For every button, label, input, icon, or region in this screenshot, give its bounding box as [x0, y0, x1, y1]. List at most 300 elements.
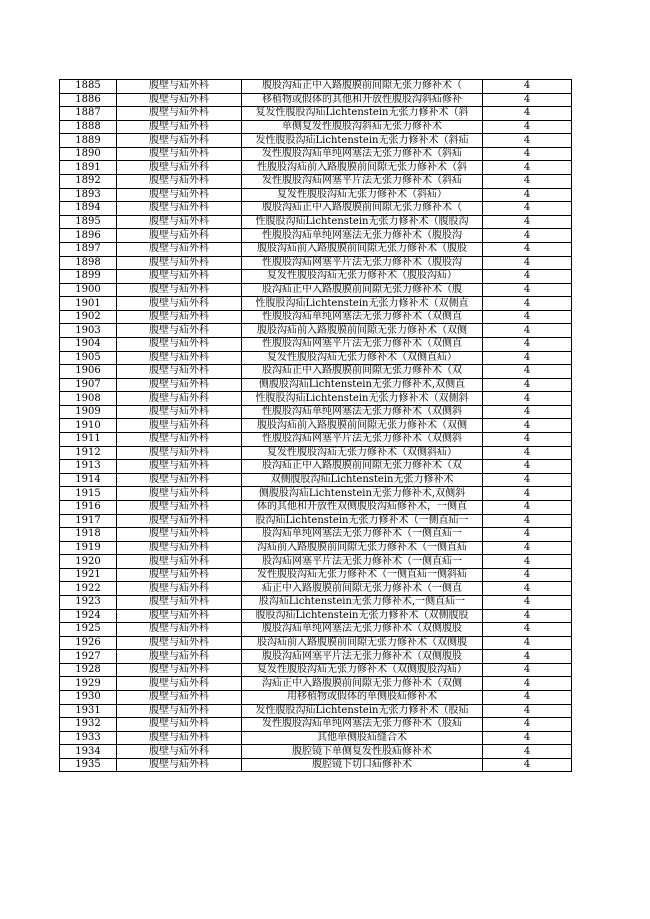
value-cell[interactable]: 4 — [483, 175, 572, 189]
procedure-name-cell[interactable] — [242, 256, 483, 270]
value-cell[interactable]: 4 — [483, 378, 572, 392]
value-cell[interactable]: 4 — [483, 433, 572, 447]
table-row[interactable] — [60, 745, 572, 759]
table-row[interactable] — [60, 500, 572, 514]
table-body — [60, 80, 572, 772]
value-cell[interactable]: 4 — [483, 337, 572, 351]
department-cell[interactable]: 腹壁与疝外科 — [117, 93, 242, 107]
value-cell[interactable]: 4 — [483, 365, 572, 379]
table-row[interactable] — [60, 337, 572, 351]
table-row[interactable] — [60, 120, 572, 134]
procedure-name-cell[interactable] — [242, 691, 483, 705]
table-row[interactable] — [60, 147, 572, 161]
value-cell[interactable]: 4 — [483, 256, 572, 270]
department-cell[interactable]: 腹壁与疝外科 — [117, 270, 242, 284]
row-id-cell[interactable]: 1886 — [60, 93, 117, 107]
procedure-name-cell[interactable] — [242, 188, 483, 202]
procedure-name-cell[interactable] — [242, 609, 483, 623]
value-cell[interactable]: 4 — [483, 595, 572, 609]
table-row[interactable] — [60, 718, 572, 732]
value-cell[interactable]: 4 — [483, 568, 572, 582]
table-row[interactable] — [60, 568, 572, 582]
table-row[interactable] — [60, 419, 572, 433]
department-cell[interactable]: 腹壁与疝外科 — [117, 663, 242, 677]
procedure-name-text: 发性腹股沟疝Lichtenstein无张力修补术（股疝 — [255, 704, 469, 716]
procedure-name-cell[interactable] — [242, 623, 483, 637]
value-cell[interactable]: 4 — [483, 242, 572, 256]
procedure-name-text: 发性腹股沟疝单纯网塞法无张力修补术（斜疝 — [262, 148, 462, 160]
value-cell[interactable]: 4 — [483, 351, 572, 365]
table-row[interactable] — [60, 446, 572, 460]
procedure-name-text: 腹腔镜下切口疝修补术 — [312, 759, 412, 771]
row-id-cell[interactable]: 1921 — [60, 568, 117, 582]
table-row[interactable] — [60, 663, 572, 677]
value-cell[interactable]: 4 — [483, 324, 572, 338]
procedure-name-cell[interactable] — [242, 568, 483, 582]
procedure-name-text: 股沟疝前入路腹膜前间隙无张力修补术（双侧腹 — [257, 636, 467, 648]
department-cell[interactable]: 腹壁与疝外科 — [117, 731, 242, 745]
procedure-name-cell[interactable] — [242, 582, 483, 596]
procedure-table — [59, 79, 572, 772]
row-id-cell[interactable]: 1905 — [60, 351, 117, 365]
table-row[interactable] — [60, 595, 572, 609]
row-id-cell[interactable]: 1919 — [60, 541, 117, 555]
table-row[interactable] — [60, 175, 572, 189]
department-cell[interactable]: 腹壁与疝外科 — [117, 107, 242, 121]
row-id-cell[interactable]: 1912 — [60, 446, 117, 460]
department-cell[interactable]: 腹壁与疝外科 — [117, 541, 242, 555]
procedure-name-text: 复发性腹股沟疝无张力修补术（双侧腹股沟疝） — [257, 664, 467, 676]
department-cell[interactable]: 腹壁与疝外科 — [117, 324, 242, 338]
table-row[interactable] — [60, 528, 572, 542]
value-cell[interactable]: 4 — [483, 229, 572, 243]
procedure-name-cell[interactable] — [242, 147, 483, 161]
table-row[interactable] — [60, 256, 572, 270]
row-id-cell[interactable]: 1920 — [60, 555, 117, 569]
department-cell[interactable]: 腹壁与疝外科 — [117, 691, 242, 705]
procedure-name-cell[interactable] — [242, 745, 483, 759]
table-row[interactable] — [60, 161, 572, 175]
department-cell[interactable]: 腹壁与疝外科 — [117, 147, 242, 161]
department-cell[interactable]: 腹壁与疝外科 — [117, 460, 242, 474]
table-row[interactable] — [60, 229, 572, 243]
procedure-name-cell[interactable] — [242, 419, 483, 433]
row-id-cell[interactable]: 1888 — [60, 120, 117, 134]
value-cell[interactable]: 4 — [483, 555, 572, 569]
department-cell[interactable]: 腹壁与疝外科 — [117, 555, 242, 569]
table-row[interactable] — [60, 514, 572, 528]
procedure-name-cell[interactable] — [242, 161, 483, 175]
row-id-cell[interactable]: 1935 — [60, 758, 117, 772]
row-id-cell[interactable]: 1904 — [60, 337, 117, 351]
procedure-name-text: 发性腹股沟疝网塞平片法无张力修补术（斜疝 — [262, 175, 462, 187]
value-cell[interactable]: 4 — [483, 528, 572, 542]
row-id-cell[interactable]: 1892 — [60, 175, 117, 189]
procedure-name-cell[interactable] — [242, 433, 483, 447]
table-row[interactable] — [60, 582, 572, 596]
procedure-name-cell[interactable] — [242, 541, 483, 555]
procedure-name-text: 腹股沟疝前入路腹膜前间隙无张力修补术（双侧 — [257, 419, 467, 431]
procedure-name-text: 侧腹股沟疝Lichtenstein无张力修补术,双侧直 — [258, 379, 466, 390]
table-row[interactable] — [60, 242, 572, 256]
procedure-name-cell[interactable] — [242, 107, 483, 121]
value-cell[interactable]: 4 — [483, 677, 572, 691]
value-cell[interactable]: 4 — [483, 215, 572, 229]
table-row[interactable] — [60, 202, 572, 216]
department-cell[interactable]: 腹壁与疝外科 — [117, 758, 242, 772]
department-cell[interactable]: 腹壁与疝外科 — [117, 582, 242, 596]
department-cell[interactable]: 腹壁与疝外科 — [117, 120, 242, 134]
row-id-cell[interactable]: 1918 — [60, 528, 117, 542]
procedure-name-cell[interactable] — [242, 677, 483, 691]
value-cell[interactable]: 4 — [483, 636, 572, 650]
department-cell[interactable]: 腹壁与疝外科 — [117, 161, 242, 175]
value-cell[interactable]: 4 — [483, 609, 572, 623]
value-cell[interactable]: 4 — [483, 731, 572, 745]
procedure-name-cell[interactable] — [242, 324, 483, 338]
row-id-cell[interactable]: 1931 — [60, 704, 117, 718]
procedure-name-text: 发性腹股沟疝单纯网塞法无张力修补术（股疝 — [262, 718, 462, 730]
row-id-cell[interactable]: 1932 — [60, 718, 117, 732]
row-id-cell[interactable]: 1917 — [60, 514, 117, 528]
procedure-name-cell[interactable] — [242, 229, 483, 243]
procedure-name-cell[interactable] — [242, 351, 483, 365]
department-cell[interactable]: 腹壁与疝外科 — [117, 487, 242, 501]
procedure-name-text: 性腹股沟疝网塞平片法无张力修补术（双侧直 — [262, 338, 462, 350]
procedure-name-cell[interactable] — [242, 365, 483, 379]
value-cell[interactable]: 4 — [483, 541, 572, 555]
table-row[interactable] — [60, 555, 572, 569]
value-cell[interactable]: 4 — [483, 134, 572, 148]
procedure-name-cell[interactable] — [242, 405, 483, 419]
procedure-name-cell[interactable] — [242, 718, 483, 732]
row-id-cell[interactable]: 1924 — [60, 609, 117, 623]
department-cell[interactable]: 腹壁与疝外科 — [117, 337, 242, 351]
procedure-name-text: 复发性腹股沟疝无张力修补术（双侧斜疝） — [267, 446, 457, 458]
department-cell[interactable]: 腹壁与疝外科 — [117, 242, 242, 256]
row-id-cell[interactable]: 1928 — [60, 663, 117, 677]
value-cell[interactable]: 4 — [483, 93, 572, 107]
department-cell[interactable]: 腹壁与疝外科 — [117, 623, 242, 637]
value-cell[interactable]: 4 — [483, 161, 572, 175]
row-id-cell[interactable]: 1899 — [60, 270, 117, 284]
value-cell[interactable]: 4 — [483, 392, 572, 406]
procedure-name-cell[interactable] — [242, 242, 483, 256]
procedure-name-cell[interactable] — [242, 528, 483, 542]
department-cell[interactable]: 腹壁与疝外科 — [117, 229, 242, 243]
procedure-name-text: 发性腹股沟疝无张力修补术（一侧直疝一侧斜疝 — [257, 569, 467, 581]
row-id-cell[interactable]: 1887 — [60, 107, 117, 121]
row-id-cell[interactable]: 1891 — [60, 161, 117, 175]
procedure-name-text: 用移植物或假体的单侧股疝修补术 — [287, 691, 437, 703]
row-id-cell[interactable]: 1911 — [60, 433, 117, 447]
table-row[interactable] — [60, 351, 572, 365]
procedure-name-text: 性腹股沟疝网塞平片法无张力修补术（腹股沟 — [262, 256, 462, 268]
procedure-name-cell[interactable] — [242, 297, 483, 311]
department-cell[interactable]: 腹壁与疝外科 — [117, 528, 242, 542]
department-cell[interactable]: 腹壁与疝外科 — [117, 283, 242, 297]
value-cell[interactable]: 4 — [483, 446, 572, 460]
department-cell[interactable]: 腹壁与疝外科 — [117, 215, 242, 229]
procedure-name-cell[interactable] — [242, 270, 483, 284]
procedure-name-text: 腹股沟疝前入路腹膜前间隙无张力修补术（腹股 — [257, 243, 467, 255]
department-cell[interactable]: 腹壁与疝外科 — [117, 677, 242, 691]
row-id-cell[interactable]: 1901 — [60, 297, 117, 311]
procedure-name-cell[interactable] — [242, 283, 483, 297]
row-id-cell[interactable]: 1906 — [60, 365, 117, 379]
department-cell[interactable]: 腹壁与疝外科 — [117, 175, 242, 189]
row-id-cell[interactable]: 1897 — [60, 242, 117, 256]
procedure-name-text: 性腹股沟疝单纯网塞法无张力修补术（双侧直 — [262, 311, 462, 323]
table-row[interactable] — [60, 433, 572, 447]
value-cell[interactable]: 4 — [483, 623, 572, 637]
procedure-name-cell[interactable] — [242, 460, 483, 474]
procedure-name-text: 体的其他和开放性双侧腹股沟疝修补术，一侧直 — [257, 501, 467, 513]
value-cell[interactable]: 4 — [483, 147, 572, 161]
procedure-name-cell[interactable] — [242, 595, 483, 609]
table-row[interactable] — [60, 487, 572, 501]
row-id-cell[interactable]: 1902 — [60, 310, 117, 324]
table-row[interactable] — [60, 405, 572, 419]
department-cell[interactable]: 腹壁与疝外科 — [117, 650, 242, 664]
value-cell[interactable]: 4 — [483, 704, 572, 718]
row-id-cell[interactable]: 1885 — [60, 80, 117, 94]
department-cell[interactable]: 腹壁与疝外科 — [117, 433, 242, 447]
procedure-name-cell[interactable] — [242, 215, 483, 229]
table-row[interactable] — [60, 324, 572, 338]
value-cell[interactable]: 4 — [483, 500, 572, 514]
row-id-cell[interactable]: 1909 — [60, 405, 117, 419]
table-row[interactable] — [60, 758, 572, 772]
department-cell[interactable]: 腹壁与疝外科 — [117, 365, 242, 379]
row-id-cell[interactable]: 1922 — [60, 582, 117, 596]
row-id-cell[interactable]: 1934 — [60, 745, 117, 759]
table-row[interactable] — [60, 107, 572, 121]
procedure-name-text: 腹腔镜下单侧复发性股疝修补术 — [292, 745, 432, 757]
procedure-name-cell[interactable] — [242, 120, 483, 134]
procedure-name-cell[interactable] — [242, 636, 483, 650]
table-row[interactable] — [60, 623, 572, 637]
department-cell[interactable]: 腹壁与疝外科 — [117, 134, 242, 148]
procedure-name-cell[interactable] — [242, 650, 483, 664]
table-row[interactable] — [60, 392, 572, 406]
procedure-name-text: 发性腹股沟疝Lichtenstein无张力修补术（斜疝 — [255, 134, 469, 146]
procedure-name-text: 其他单侧股疝缝合术 — [317, 732, 407, 744]
row-id-cell[interactable]: 1908 — [60, 392, 117, 406]
department-cell[interactable]: 腹壁与疝外科 — [117, 745, 242, 759]
procedure-name-text: 股沟疝单纯网塞法无张力修补术（一侧直疝一 — [262, 528, 462, 540]
procedure-name-cell[interactable] — [242, 337, 483, 351]
procedure-name-cell[interactable] — [242, 310, 483, 324]
procedure-name-cell[interactable] — [242, 555, 483, 569]
department-cell[interactable]: 腹壁与疝外科 — [117, 378, 242, 392]
value-cell[interactable]: 4 — [483, 691, 572, 705]
table-row[interactable] — [60, 704, 572, 718]
department-cell[interactable]: 腹壁与疝外科 — [117, 595, 242, 609]
table-row[interactable] — [60, 378, 572, 392]
procedure-name-text: 腹股沟疝网塞平片法无张力修补术（双侧腹股 — [262, 650, 462, 662]
table-row[interactable] — [60, 677, 572, 691]
procedure-name-cell[interactable] — [242, 473, 483, 487]
table-row[interactable] — [60, 283, 572, 297]
value-cell[interactable]: 4 — [483, 419, 572, 433]
row-id-cell[interactable]: 1930 — [60, 691, 117, 705]
department-cell[interactable]: 腹壁与疝外科 — [117, 446, 242, 460]
procedure-name-cell[interactable] — [242, 175, 483, 189]
department-cell[interactable]: 腹壁与疝外科 — [117, 609, 242, 623]
department-cell[interactable]: 腹壁与疝外科 — [117, 310, 242, 324]
row-id-cell[interactable]: 1923 — [60, 595, 117, 609]
table-row[interactable] — [60, 541, 572, 555]
value-cell[interactable]: 4 — [483, 297, 572, 311]
procedure-name-text: 股沟疝Lichtenstein无张力修补术（一侧直疝一 — [255, 514, 469, 526]
table-row[interactable] — [60, 93, 572, 107]
department-cell[interactable]: 腹壁与疝外科 — [117, 704, 242, 718]
procedure-name-cell[interactable] — [242, 731, 483, 745]
value-cell[interactable]: 4 — [483, 80, 572, 94]
procedure-name-text: 股沟疝正中入路腹膜前间隙无张力修补术（双 — [262, 365, 462, 377]
department-cell[interactable]: 腹壁与疝外科 — [117, 514, 242, 528]
procedure-name-text: 腹股沟疝前入路腹膜前间隙无张力修补术（双侧 — [257, 324, 467, 336]
department-cell[interactable]: 腹壁与疝外科 — [117, 392, 242, 406]
row-id-cell[interactable]: 1907 — [60, 378, 117, 392]
value-cell[interactable]: 4 — [483, 514, 572, 528]
row-id-cell[interactable]: 1915 — [60, 487, 117, 501]
department-cell[interactable]: 腹壁与疝外科 — [117, 419, 242, 433]
value-cell[interactable]: 4 — [483, 745, 572, 759]
department-cell[interactable]: 腹壁与疝外科 — [117, 636, 242, 650]
department-cell[interactable]: 腹壁与疝外科 — [117, 202, 242, 216]
value-cell[interactable]: 4 — [483, 650, 572, 664]
procedure-name-text: 复发性腹股沟疝Lichtenstein无张力修补术（斜 — [255, 107, 469, 119]
value-cell[interactable]: 4 — [483, 310, 572, 324]
department-cell[interactable]: 腹壁与疝外科 — [117, 256, 242, 270]
procedure-name-cell[interactable] — [242, 500, 483, 514]
procedure-name-text: 性腹股沟疝单纯网塞法无张力修补术（双侧斜 — [262, 406, 462, 418]
row-id-cell[interactable]: 1894 — [60, 202, 117, 216]
procedure-name-cell[interactable] — [242, 514, 483, 528]
row-id-cell[interactable]: 1933 — [60, 731, 117, 745]
procedure-name-text: 复发性腹股沟疝无张力修补术（双侧直疝） — [267, 351, 457, 363]
procedure-name-cell[interactable] — [242, 663, 483, 677]
table-row[interactable] — [60, 650, 572, 664]
procedure-name-cell[interactable] — [242, 378, 483, 392]
row-id-cell[interactable]: 1889 — [60, 134, 117, 148]
row-id-cell[interactable]: 1903 — [60, 324, 117, 338]
row-id-cell[interactable]: 1929 — [60, 677, 117, 691]
procedure-name-cell[interactable] — [242, 758, 483, 772]
value-cell[interactable]: 4 — [483, 473, 572, 487]
row-id-cell[interactable]: 1896 — [60, 229, 117, 243]
department-cell[interactable]: 腹壁与疝外科 — [117, 500, 242, 514]
department-cell[interactable]: 腹壁与疝外科 — [117, 188, 242, 202]
table-row[interactable] — [60, 297, 572, 311]
row-id-cell[interactable]: 1925 — [60, 623, 117, 637]
row-id-cell[interactable]: 1893 — [60, 188, 117, 202]
procedure-name-text: 股沟疝Lichtenstein无张力修补术,一侧直疝一 — [258, 596, 466, 608]
procedure-name-cell[interactable] — [242, 487, 483, 501]
procedure-name-text: 单侧复发性腹股沟斜疝无张力修补术 — [282, 121, 442, 133]
row-id-cell[interactable]: 1913 — [60, 460, 117, 474]
row-id-cell[interactable]: 1914 — [60, 473, 117, 487]
value-cell[interactable]: 4 — [483, 663, 572, 677]
department-cell[interactable]: 腹壁与疝外科 — [117, 568, 242, 582]
row-id-cell[interactable]: 1916 — [60, 500, 117, 514]
value-cell[interactable]: 4 — [483, 188, 572, 202]
row-id-cell[interactable]: 1910 — [60, 419, 117, 433]
table-row[interactable] — [60, 134, 572, 148]
procedure-name-text: 沟疝前入路腹膜前间隙无张力修补术（一侧直疝 — [257, 541, 467, 553]
procedure-name-text: 腹股沟疝单纯网塞法无张力修补术（双侧腹股 — [262, 623, 462, 635]
department-cell[interactable]: 腹壁与疝外科 — [117, 80, 242, 94]
value-cell[interactable]: 4 — [483, 120, 572, 134]
procedure-name-text: 性腹股沟疝Lichtenstein无张力修补术（双侧斜 — [255, 392, 469, 404]
table-row[interactable] — [60, 188, 572, 202]
row-id-cell[interactable]: 1927 — [60, 650, 117, 664]
table-row[interactable] — [60, 731, 572, 745]
row-id-cell[interactable]: 1926 — [60, 636, 117, 650]
value-cell[interactable]: 4 — [483, 758, 572, 772]
procedure-name-text: 移植物或假体的其他和开放性腹股沟斜疝修补 — [262, 93, 462, 105]
table-row[interactable] — [60, 310, 572, 324]
procedure-name-text: 性腹股沟疝网塞平片法无张力修补术（双侧斜 — [262, 433, 462, 445]
procedure-name-cell[interactable] — [242, 704, 483, 718]
department-cell[interactable]: 腹壁与疝外科 — [117, 718, 242, 732]
row-id-cell[interactable]: 1895 — [60, 215, 117, 229]
procedure-name-text: 复发性腹股沟疝无张力修补术（腹股沟疝） — [267, 270, 457, 282]
table-row[interactable] — [60, 473, 572, 487]
department-cell[interactable]: 腹壁与疝外科 — [117, 405, 242, 419]
table-row[interactable] — [60, 636, 572, 650]
procedure-name-text: 复发性腹股沟疝无张力修补术（斜疝） — [277, 188, 447, 200]
procedure-name-text: 腹股沟疝正中入路腹膜前间隙无张力修补术（ — [262, 80, 462, 92]
value-cell[interactable]: 4 — [483, 582, 572, 596]
value-cell[interactable]: 4 — [483, 405, 572, 419]
procedure-name-cell[interactable] — [242, 202, 483, 216]
table-row[interactable] — [60, 609, 572, 623]
table-row[interactable] — [60, 691, 572, 705]
table-row[interactable] — [60, 215, 572, 229]
row-id-cell[interactable]: 1900 — [60, 283, 117, 297]
table-row[interactable] — [60, 270, 572, 284]
value-cell[interactable]: 4 — [483, 283, 572, 297]
value-cell[interactable]: 4 — [483, 270, 572, 284]
value-cell[interactable]: 4 — [483, 487, 572, 501]
department-cell[interactable]: 腹壁与疝外科 — [117, 297, 242, 311]
procedure-name-cell[interactable] — [242, 134, 483, 148]
value-cell[interactable]: 4 — [483, 107, 572, 121]
procedure-name-cell[interactable] — [242, 93, 483, 107]
value-cell[interactable]: 4 — [483, 718, 572, 732]
department-cell[interactable]: 腹壁与疝外科 — [117, 351, 242, 365]
row-id-cell[interactable]: 1890 — [60, 147, 117, 161]
table-row[interactable] — [60, 365, 572, 379]
procedure-name-text: 股沟疝正中入路腹膜前间隙无张力修补术（双 — [262, 460, 462, 472]
procedure-name-cell[interactable] — [242, 80, 483, 94]
procedure-name-text: 疝正中入路腹膜前间隙无张力修补术（一侧直 — [262, 582, 462, 594]
procedure-name-cell[interactable] — [242, 446, 483, 460]
row-id-cell[interactable]: 1898 — [60, 256, 117, 270]
procedure-name-text: 股沟疝正中入路腹膜前间隙无张力修补术（腹 — [262, 283, 462, 295]
table-row[interactable] — [60, 80, 572, 94]
table-row[interactable] — [60, 460, 572, 474]
value-cell[interactable]: 4 — [483, 202, 572, 216]
value-cell[interactable]: 4 — [483, 460, 572, 474]
procedure-name-text: 性腹股沟疝Lichtenstein无张力修补术（双侧直 — [255, 297, 469, 309]
procedure-name-cell[interactable] — [242, 392, 483, 406]
department-cell[interactable]: 腹壁与疝外科 — [117, 473, 242, 487]
procedure-name-text: 腹股沟疝正中入路腹膜前间隙无张力修补术（ — [262, 202, 462, 214]
